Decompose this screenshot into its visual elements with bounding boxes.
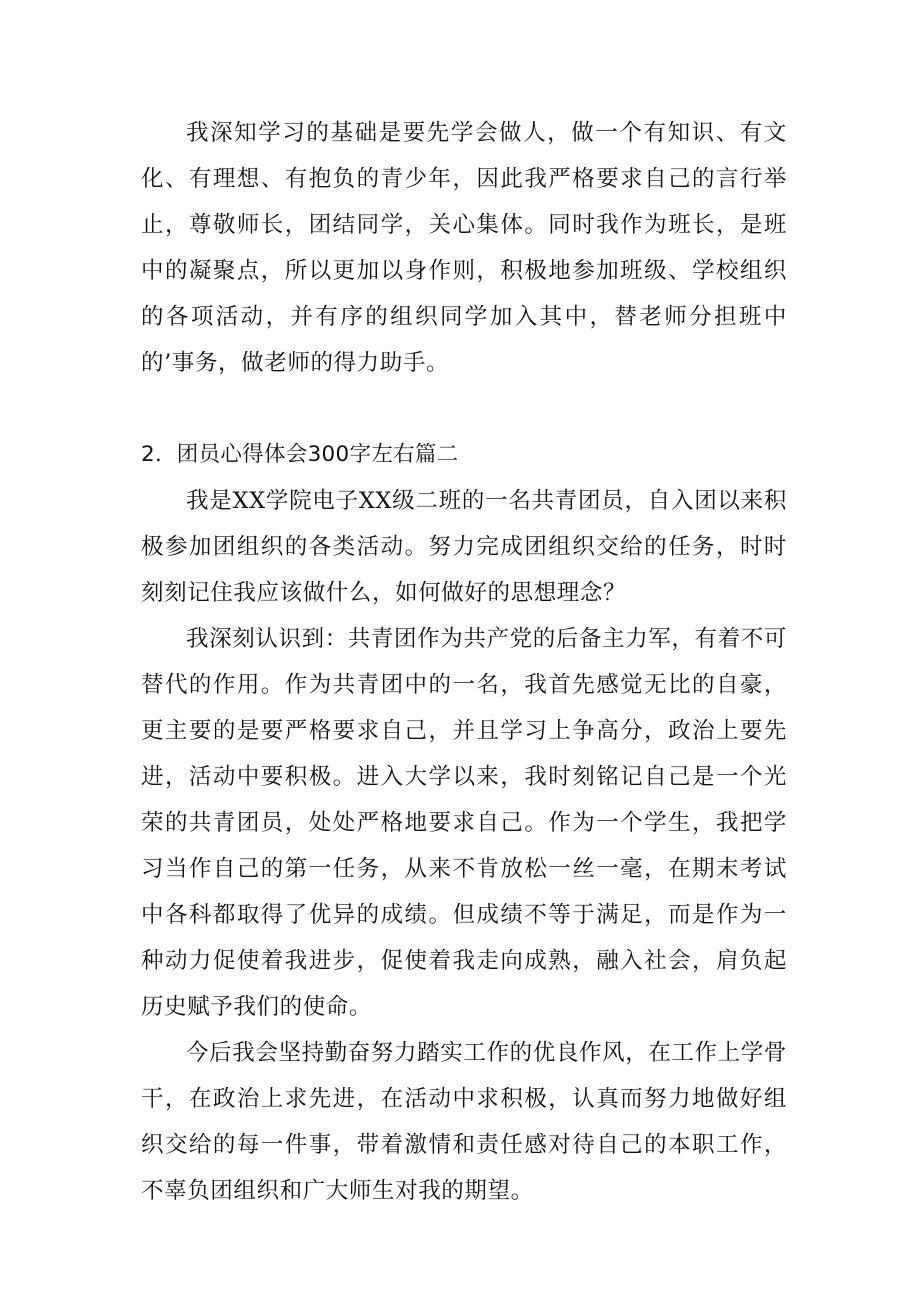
document-body	[141, 110, 787, 1214]
paragraph-1: 我深知学习的基础是要先学会做人，做一个有知识、有文化、有理想、有抱负的青少年，因此我严格要求自己的言行举止，尊敬师长，团结同学，关心集体。同时我作为班长，是班中的凝聚点，所以更加以身作则，积极地参加班级、学校组织的各项活动，并有序的组织同学加入其中，替老师分担班中的’事务，做老师的得力助手。	[141, 120, 787, 376]
paragraph-3: 我深刻认识到：共青团作为共产党的后备主力军，有着不可替代的作用。作为共青团中的一名，我首先感觉无比的自豪，更主要的是要严格要求自己，并且学习上争高分，政治上要先进，活动中要积极。进入大学以来，我时刻铭记自己是一个光荣的共青团员，处处严格地要求自己。作为一个学生，我把学习当作自己的第一任务，从来不肯放松一丝一毫，在期末考试中各科都取得了优异的成绩。但成绩不等于满足，而是作为一种动力促使着我进步，促使着我走向成熟，融入社会，肩负起历史赋予我们的使命。	[141, 626, 787, 1020]
paragraph-2: 我是XX学院电子XX级二班的一名共青团员，自入团以来积极参加团组织的各类活动。努力完成团组织交给的任务，时时刻刻记住我应该做什么，如何做好的思想理念？	[141, 488, 787, 606]
paragraph-4: 今后我会坚持勤奋努力踏实工作的优良作风，在工作上学骨干，在政治上求先进，在活动中求积极，认真而努力地做好组织交给的每一件事，带着激情和责任感对待自己的本职工作，不辜负团组织和广大师生对我的期望。	[141, 1040, 787, 1204]
section-heading: 2．团员心得体会300字左右篇二	[141, 442, 459, 467]
